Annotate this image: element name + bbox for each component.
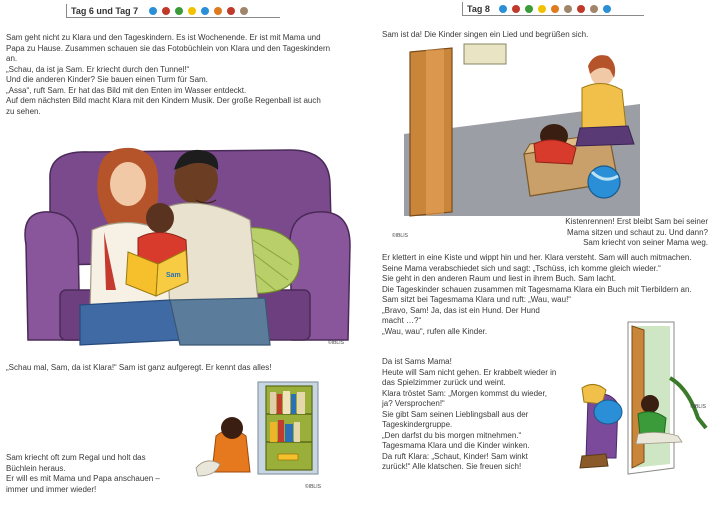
color-dot [590, 5, 598, 13]
illustration-credit: ©IBLIS [690, 404, 706, 410]
color-dot [175, 7, 183, 15]
box-race-illustration [404, 44, 640, 216]
story-paragraph: Sam ist da! Die Kinder singen ein Lied und begrüßen sich. [382, 30, 589, 39]
text-line: zu sehen. [6, 106, 41, 116]
text-line: Sie geht in den anderen Raum und liest in ihrem Buch. Sam lacht. [382, 274, 616, 284]
text-line: Tagesmama Klara und die Kinder winken. [382, 441, 530, 451]
text-line: Sam sitzt bei Tagesmama Klara und ruft: „Wau, wau!“ [382, 295, 571, 305]
color-dot [240, 7, 248, 15]
text-line: Büchlein heraus. [6, 463, 66, 473]
illustration-credit: ©IBLIS [328, 340, 344, 346]
text-line: „Wau, wau“, rufen alle Kinder. [382, 326, 488, 336]
color-dot [162, 7, 170, 15]
text-line: Sie gibt Sam seinen Lieblingsball aus der [382, 409, 529, 419]
day-label: Tag 8 [462, 2, 490, 16]
story-paragraph [6, 453, 160, 495]
color-dot [512, 5, 520, 13]
text-line: an. [6, 54, 18, 64]
text-line: ja? Versprochen!“ [382, 399, 445, 409]
text-line: „Assa“, ruft Sam. Er hat das Bild mit den Enten im Wasser entdeckt. [6, 85, 247, 95]
color-dots [499, 5, 611, 13]
illustration-credit: ©IBLIS [392, 233, 408, 239]
text-line: Tageskindergruppe. [382, 420, 453, 430]
text-line: „Bravo, Sam! Ja, das ist ein Hund. Der Hund [382, 305, 540, 315]
text-line: Auf dem nächsten Bild macht Klara mit den Kindern Musik. Der große Regenball ist auch [6, 96, 321, 106]
text-line: zurück!“ Alle klatschen. Sie freuen sich! [382, 462, 522, 472]
text-line: Die Tageskinder schauen zusammen mit Tagesmama Klara ein Buch mit Tierbildern an. [382, 284, 692, 294]
book-cover-text: Sam [166, 272, 181, 279]
color-dot [201, 7, 209, 15]
story-paragraph [565, 217, 708, 249]
color-dots [149, 7, 248, 15]
text-line: Er will es mit Mama und Papa anschauen – [6, 474, 160, 484]
day-header-left [66, 4, 280, 18]
color-dot [577, 5, 585, 13]
goodbye-illustration [578, 318, 716, 478]
text-line: Da ist Sams Mama! [382, 357, 452, 366]
color-dot [214, 7, 222, 15]
text-line: Sam kriecht von seiner Mama weg. [583, 238, 708, 248]
text-line: immer und immer wieder! [6, 484, 97, 494]
text-line: Sam kriecht oft zum Regal und holt das [6, 453, 146, 462]
color-dot [538, 5, 546, 13]
color-dot [551, 5, 559, 13]
family-sofa-illustration [20, 140, 356, 352]
color-dot [227, 7, 235, 15]
text-line: Sam geht nicht zu Klara und den Tageskindern. Es ist Wochenende. Er ist mit Mama und [6, 33, 321, 42]
text-line: Kistenrennen! Erst bleibt Sam bei seiner [565, 217, 708, 226]
color-dot [603, 5, 611, 13]
text-line: Seine Mama verabschiedet sich und sagt: „Tschüss, ich komme gleich wieder.“ [382, 263, 661, 273]
text-line: Papa zu Hause. Zusammen schauen sie das Fotobüchlein von Klara und den Tageskindern [6, 43, 331, 53]
text-line: Da ruft Klara: „Schaut, Kinder! Sam winkt [382, 451, 528, 461]
day-label: Tag 6 und Tag 7 [66, 4, 138, 18]
text-line: „Schau, da ist ja Sam. Er kriecht durch den Tunnel!“ [6, 64, 190, 74]
color-dot [149, 7, 157, 15]
text-line: das Spielzimmer zurück und weint. [382, 378, 506, 388]
child-at-shelf-illustration [186, 376, 334, 480]
text-line: macht …?“ [382, 316, 422, 326]
story-paragraph [6, 33, 330, 117]
illustration-credit: ©IBLIS [305, 484, 321, 490]
text-line: Mama sitzen und schaut zu. Und dann? [567, 227, 708, 237]
text-line: Er klettert in eine Kiste und wippt hin und her. Klara versteht. Sam will auch mitmachen. [382, 253, 692, 262]
text-line: Heute will Sam nicht gehen. Er krabbelt wieder in [382, 367, 557, 377]
story-paragraph: „Schau mal, Sam, da ist Klara!“ Sam ist ganz aufgeregt. Er kennt das alles! [6, 363, 272, 372]
text-line: Klara tröstet Sam: „Morgen kommst du wieder, [382, 388, 547, 398]
color-dot [564, 5, 572, 13]
color-dot [499, 5, 507, 13]
color-dot [188, 7, 196, 15]
story-paragraph [382, 357, 556, 473]
text-line: Und die anderen Kinder? Sie bauen einen Turm für Sam. [6, 75, 208, 85]
day-header-right [462, 2, 644, 16]
color-dot [525, 5, 533, 13]
text-line: „Den darfst du bis morgen mitnehmen.“ [382, 430, 522, 440]
